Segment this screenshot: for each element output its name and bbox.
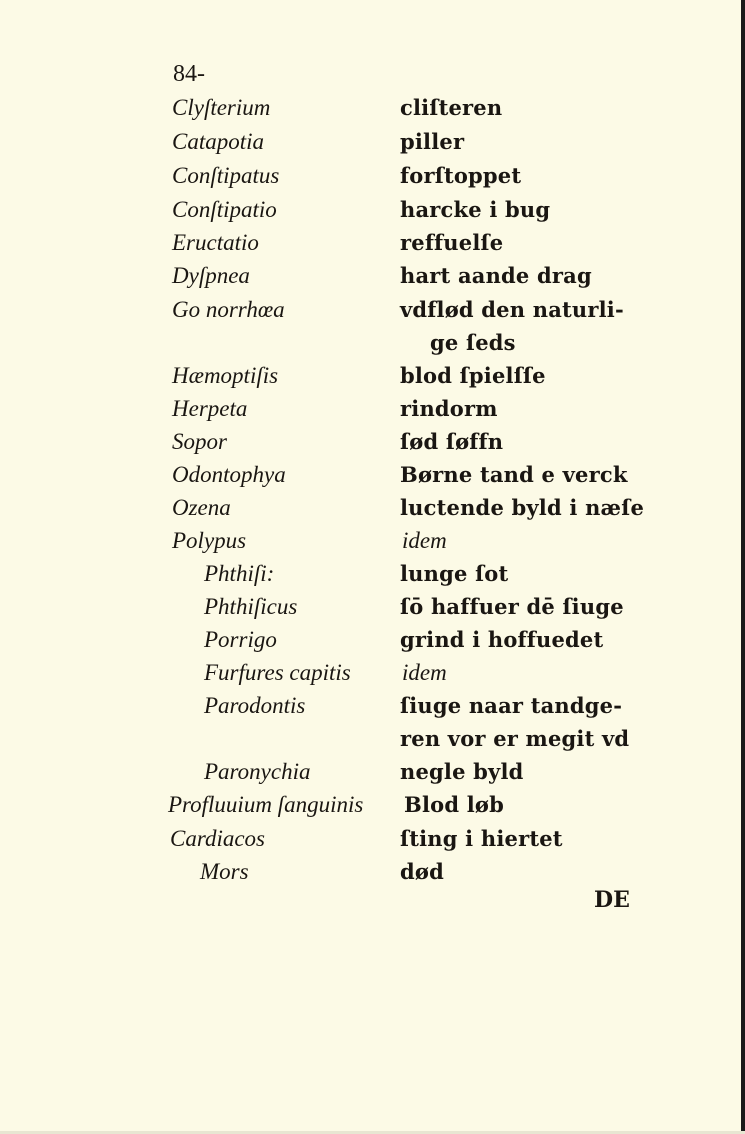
danish-translation: idem xyxy=(402,528,447,553)
danish-translation: Blod løb xyxy=(404,792,504,817)
danish-translation: reffuelſe xyxy=(400,230,504,255)
latin-term: Profluuium ſanguinis xyxy=(168,792,364,817)
danish-translation-continued: ren vor er megit vd xyxy=(400,726,630,751)
danish-translation: rindorm xyxy=(400,396,498,421)
latin-term: Odontophya xyxy=(172,462,286,487)
danish-translation: idem xyxy=(402,660,447,685)
danish-translation: ſiuge naar tandge- xyxy=(400,693,623,718)
danish-translation: hart aande drag xyxy=(400,263,592,288)
danish-translation: harcke i bug xyxy=(400,197,551,222)
danish-translation: luctende byld i næſe xyxy=(400,495,645,520)
danish-translation: ſō haffuer dē ſiuge xyxy=(400,594,624,619)
danish-translation: lunge ſot xyxy=(400,561,509,586)
catchword: DE xyxy=(594,887,630,913)
danish-translation: vdflød den naturli- xyxy=(400,297,624,322)
danish-translation: negle byld xyxy=(400,759,524,784)
latin-term: Mors xyxy=(200,859,249,884)
danish-translation: død xyxy=(400,859,444,884)
latin-term: Cardiacos xyxy=(170,826,265,851)
latin-term: Catapotia xyxy=(172,129,265,154)
latin-term: Eructatio xyxy=(172,230,259,255)
latin-term: Herpeta xyxy=(172,396,248,421)
latin-term: Clyſterium xyxy=(172,95,271,120)
danish-translation: blod ſpielſſe xyxy=(400,363,546,388)
latin-term: Ozena xyxy=(172,495,231,520)
latin-term: Paronychia xyxy=(204,759,311,784)
latin-term: Phthiſi: xyxy=(204,561,275,586)
danish-translation: forſtoppet xyxy=(400,163,522,188)
latin-term: Parodontis xyxy=(204,693,306,718)
latin-term: Conſtipatus xyxy=(172,163,280,188)
latin-term: Porrigo xyxy=(204,627,277,652)
danish-translation: cliſteren xyxy=(400,95,503,120)
latin-term: Go norrhœa xyxy=(172,297,285,322)
latin-term: Dyſpnea xyxy=(172,263,250,288)
latin-term: Furfures capitis xyxy=(204,660,351,685)
latin-term: Conſtipatio xyxy=(172,197,277,222)
danish-translation: ſting i hiertet xyxy=(400,826,563,851)
danish-translation: grind i hoffuedet xyxy=(400,627,604,652)
scan-edge-right xyxy=(741,0,745,1134)
danish-translation: piller xyxy=(400,129,465,154)
latin-term: Phthiſicus xyxy=(204,594,298,619)
latin-term: Polypus xyxy=(172,528,247,553)
latin-term: Hæmoptiſis xyxy=(172,363,279,388)
danish-translation-continued: ge ſeds xyxy=(430,330,516,355)
latin-term: Sopor xyxy=(172,429,227,454)
page-number: 84- xyxy=(173,61,205,87)
danish-translation: Børne tand e verck xyxy=(400,462,628,487)
danish-translation: ſød ſøffn xyxy=(400,429,504,454)
